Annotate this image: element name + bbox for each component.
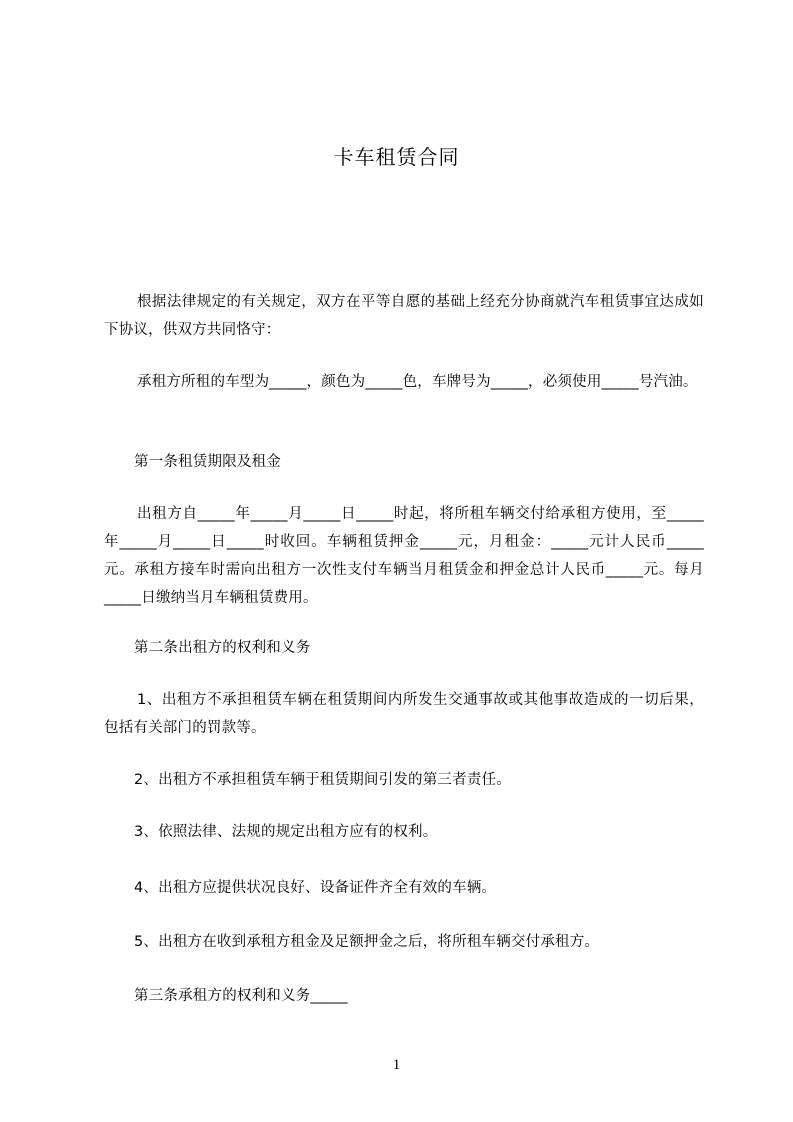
article-2-item-4: 4、出租方应提供状况良好、设备证件齐全有效的车辆。 xyxy=(134,880,497,896)
vehicle-info-paragraph: 承租方所租的车型为_____，颜色为_____色，车牌号为_____，必须使用_____号汽油。 xyxy=(137,374,698,390)
document-title: 卡车租赁合同 xyxy=(333,145,460,169)
article-2-item-2: 2、出租方不承担租赁车辆于租赁期间引发的第三者责任。 xyxy=(134,772,511,788)
article-2-item-3: 3、依照法律、法规的规定出租方应有的权利。 xyxy=(134,824,438,840)
intro-paragraph: 根据法律规定的有关规定，双方在平等自愿的基础上经充分协商就汽车租赁事宜达成如下协议，供双方共同恪守： xyxy=(104,294,704,338)
article-2-item-1: 1、出租方不承担租赁车辆在租赁期间内所发生交通事故或其他事故造成的一切后果，包括有关部门的罚款等。 xyxy=(104,692,704,736)
article-2-heading: 第二条出租方的权利和义务 xyxy=(134,640,311,656)
article-1-heading: 第一条租赁期限及租金 xyxy=(134,454,281,470)
page-number: 1 xyxy=(392,1057,401,1073)
article-3-heading: 第三条承租方的权利和义务_____ xyxy=(134,988,348,1004)
article-2-item-5: 5、出租方在收到承租方租金及足额押金之后，将所租车辆交付承租方。 xyxy=(134,934,600,950)
article-1-body: 出租方自_____年_____月_____日_____时起，将所租车辆交付给承租方使用，至_____年_____月_____日_____时收回。车辆租赁押金_____元，月租金：_____元计人民币_____元。承租方接车时需向出租方一次性支付车辆当月租赁金和押金总计人民币_____元。每月_____日缴纳当月车辆租赁费用。 xyxy=(104,506,704,606)
